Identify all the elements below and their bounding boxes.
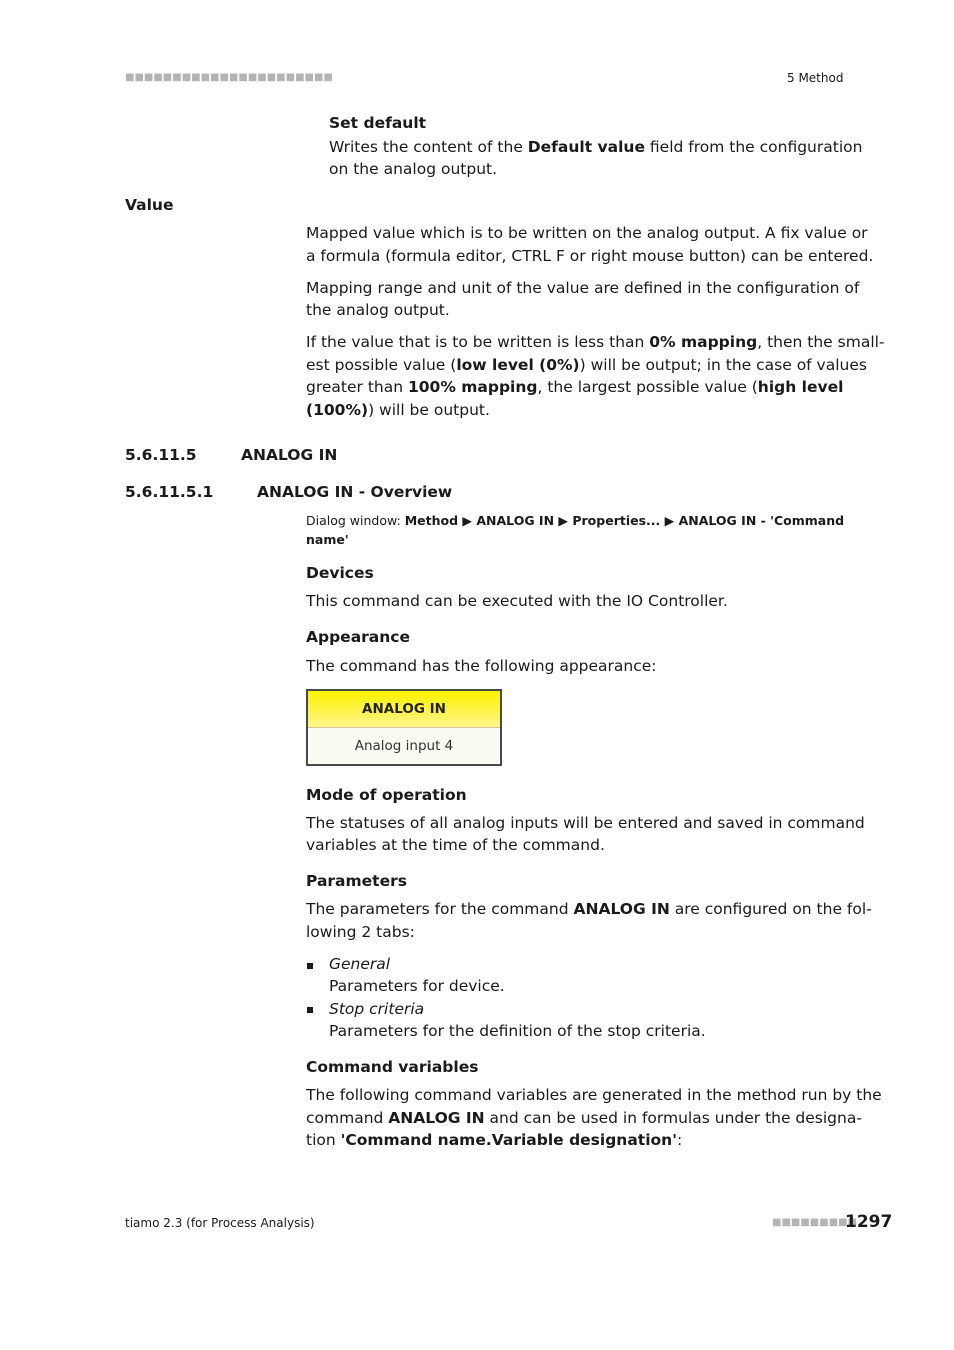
set-default-line1: Writes the content of the Default value field from the configuration <box>329 138 863 156</box>
value-p1-line1: Mapped value which is to be written on the analog output. A fix value or <box>306 224 868 242</box>
devices-title: Devices <box>306 564 374 582</box>
parameters-title: Parameters <box>306 872 407 890</box>
set-default-line2: on the analog output. <box>329 160 498 178</box>
footer-product: tiamo 2.3 (for Process Analysis) <box>125 1216 315 1230</box>
mode-title: Mode of operation <box>306 786 467 804</box>
header-dots: ■■■■■■■■■■■■■■■■■■■■■■ <box>125 72 333 83</box>
section-title: ANALOG IN <box>241 446 338 464</box>
value-p3-line1: If the value that is to be written is less than 0% mapping, then the small- <box>306 333 885 351</box>
value-p3-line2: est possible value (low level (0%)) will be output; in the case of values <box>306 356 867 374</box>
parameters-line2: lowing 2 tabs: <box>306 923 415 941</box>
section-number: 5.6.11.5 <box>125 446 197 464</box>
value-p1-line2: a formula (formula editor, CTRL F or right mouse button) can be entered. <box>306 247 874 265</box>
value-p2-line1: Mapping range and unit of the value are defined in the configuration of <box>306 279 860 297</box>
tab-stop-criteria-name: Stop criteria <box>329 1000 425 1018</box>
set-default-title: Set default <box>329 114 427 132</box>
value-p2-line2: the analog output. <box>306 301 450 319</box>
appearance-title: Appearance <box>306 628 410 646</box>
cmdvars-line1: The following command variables are generated in the method run by the <box>306 1086 882 1104</box>
command-widget <box>306 689 502 766</box>
dialog-path-line2: name' <box>306 532 349 547</box>
chapter-title: 5 Method <box>787 71 844 85</box>
bullet-icon <box>307 963 313 969</box>
command-widget-title: ANALOG IN <box>308 691 500 728</box>
cmdvars-title: Command variables <box>306 1058 479 1076</box>
value-label: Value <box>125 196 174 214</box>
footer-dots: ■■■■■■■■■ <box>772 1217 858 1228</box>
parameters-line1: The parameters for the command ANALOG IN are configured on the fol- <box>306 900 872 918</box>
value-p3-line4: (100%)) will be output. <box>306 401 490 419</box>
subsection-title: ANALOG IN - Overview <box>257 483 453 501</box>
command-widget-subtitle: Analog input 4 <box>354 738 454 754</box>
mode-line2: variables at the time of the command. <box>306 836 605 854</box>
devices-text: This command can be executed with the IO Controller. <box>306 592 728 610</box>
dialog-path: Dialog window: Method ▶ ANALOG IN ▶ Properties... ▶ ANALOG IN - 'Command <box>306 513 845 528</box>
cmdvars-line2: command ANALOG IN and can be used in formulas under the designa- <box>306 1109 862 1127</box>
value-p3-line3: greater than 100% mapping, the largest possible value (high level <box>306 378 844 396</box>
tab-general-name: General <box>329 955 391 973</box>
appearance-text: The command has the following appearance: <box>306 657 657 675</box>
tab-stop-criteria-desc: Parameters for the definition of the stop criteria. <box>329 1022 706 1040</box>
subsection-number: 5.6.11.5.1 <box>125 483 214 501</box>
tab-general-desc: Parameters for device. <box>329 977 505 995</box>
page-number: 1297 <box>845 1212 893 1232</box>
cmdvars-line3: tion 'Command name.Variable designation': <box>306 1131 683 1149</box>
bullet-icon <box>307 1007 313 1013</box>
mode-line1: The statuses of all analog inputs will be entered and saved in command <box>306 814 865 832</box>
